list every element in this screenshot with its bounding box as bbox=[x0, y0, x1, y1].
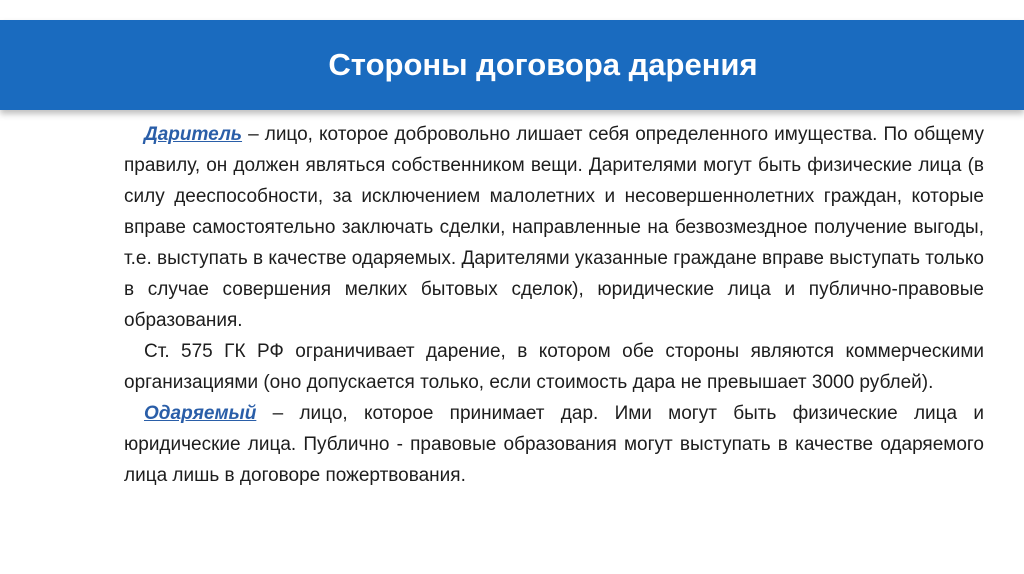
header-band bbox=[0, 20, 1024, 110]
term-donee: Одаряемый bbox=[144, 403, 257, 424]
slide-body bbox=[124, 119, 984, 491]
paragraph-donee bbox=[124, 398, 984, 491]
paragraph-donee-text: – лицо, которое принимает дар. Ими могут быть физические лица и юридические лица. Публично - правовые образования могут выступать в качестве одаряемого лица лишь в договоре пожертвования. bbox=[124, 403, 984, 486]
slide-title: Стороны договора дарения bbox=[328, 47, 758, 82]
paragraph-article-575-text: Ст. 575 ГК РФ ограничивает дарение, в котором обе стороны являются коммерческими организациями (оно допускается только, если стоимость дара не превышает 3000 рублей). bbox=[124, 341, 984, 393]
paragraph-article-575 bbox=[124, 336, 984, 398]
paragraph-donor-text: – лицо, которое добровольно лишает себя определенного имущества. По общему правилу, он должен являться собственником вещи. Дарителями могут быть физические лица (в силу дееспособности, за исключением малолетних и несовершеннолетних граждан, которые вправе самостоятельно заключать сделки, направленные на безвозмездное получение выгоды, т.е. выступать в качестве одаряемых. Дарителями указанные граждане вправе выступать только в случае совершения мелких бытовых сделок), юридические лица и публично-правовые образования. bbox=[124, 124, 984, 331]
paragraph-donor bbox=[124, 119, 984, 336]
term-donor: Даритель bbox=[144, 124, 243, 145]
